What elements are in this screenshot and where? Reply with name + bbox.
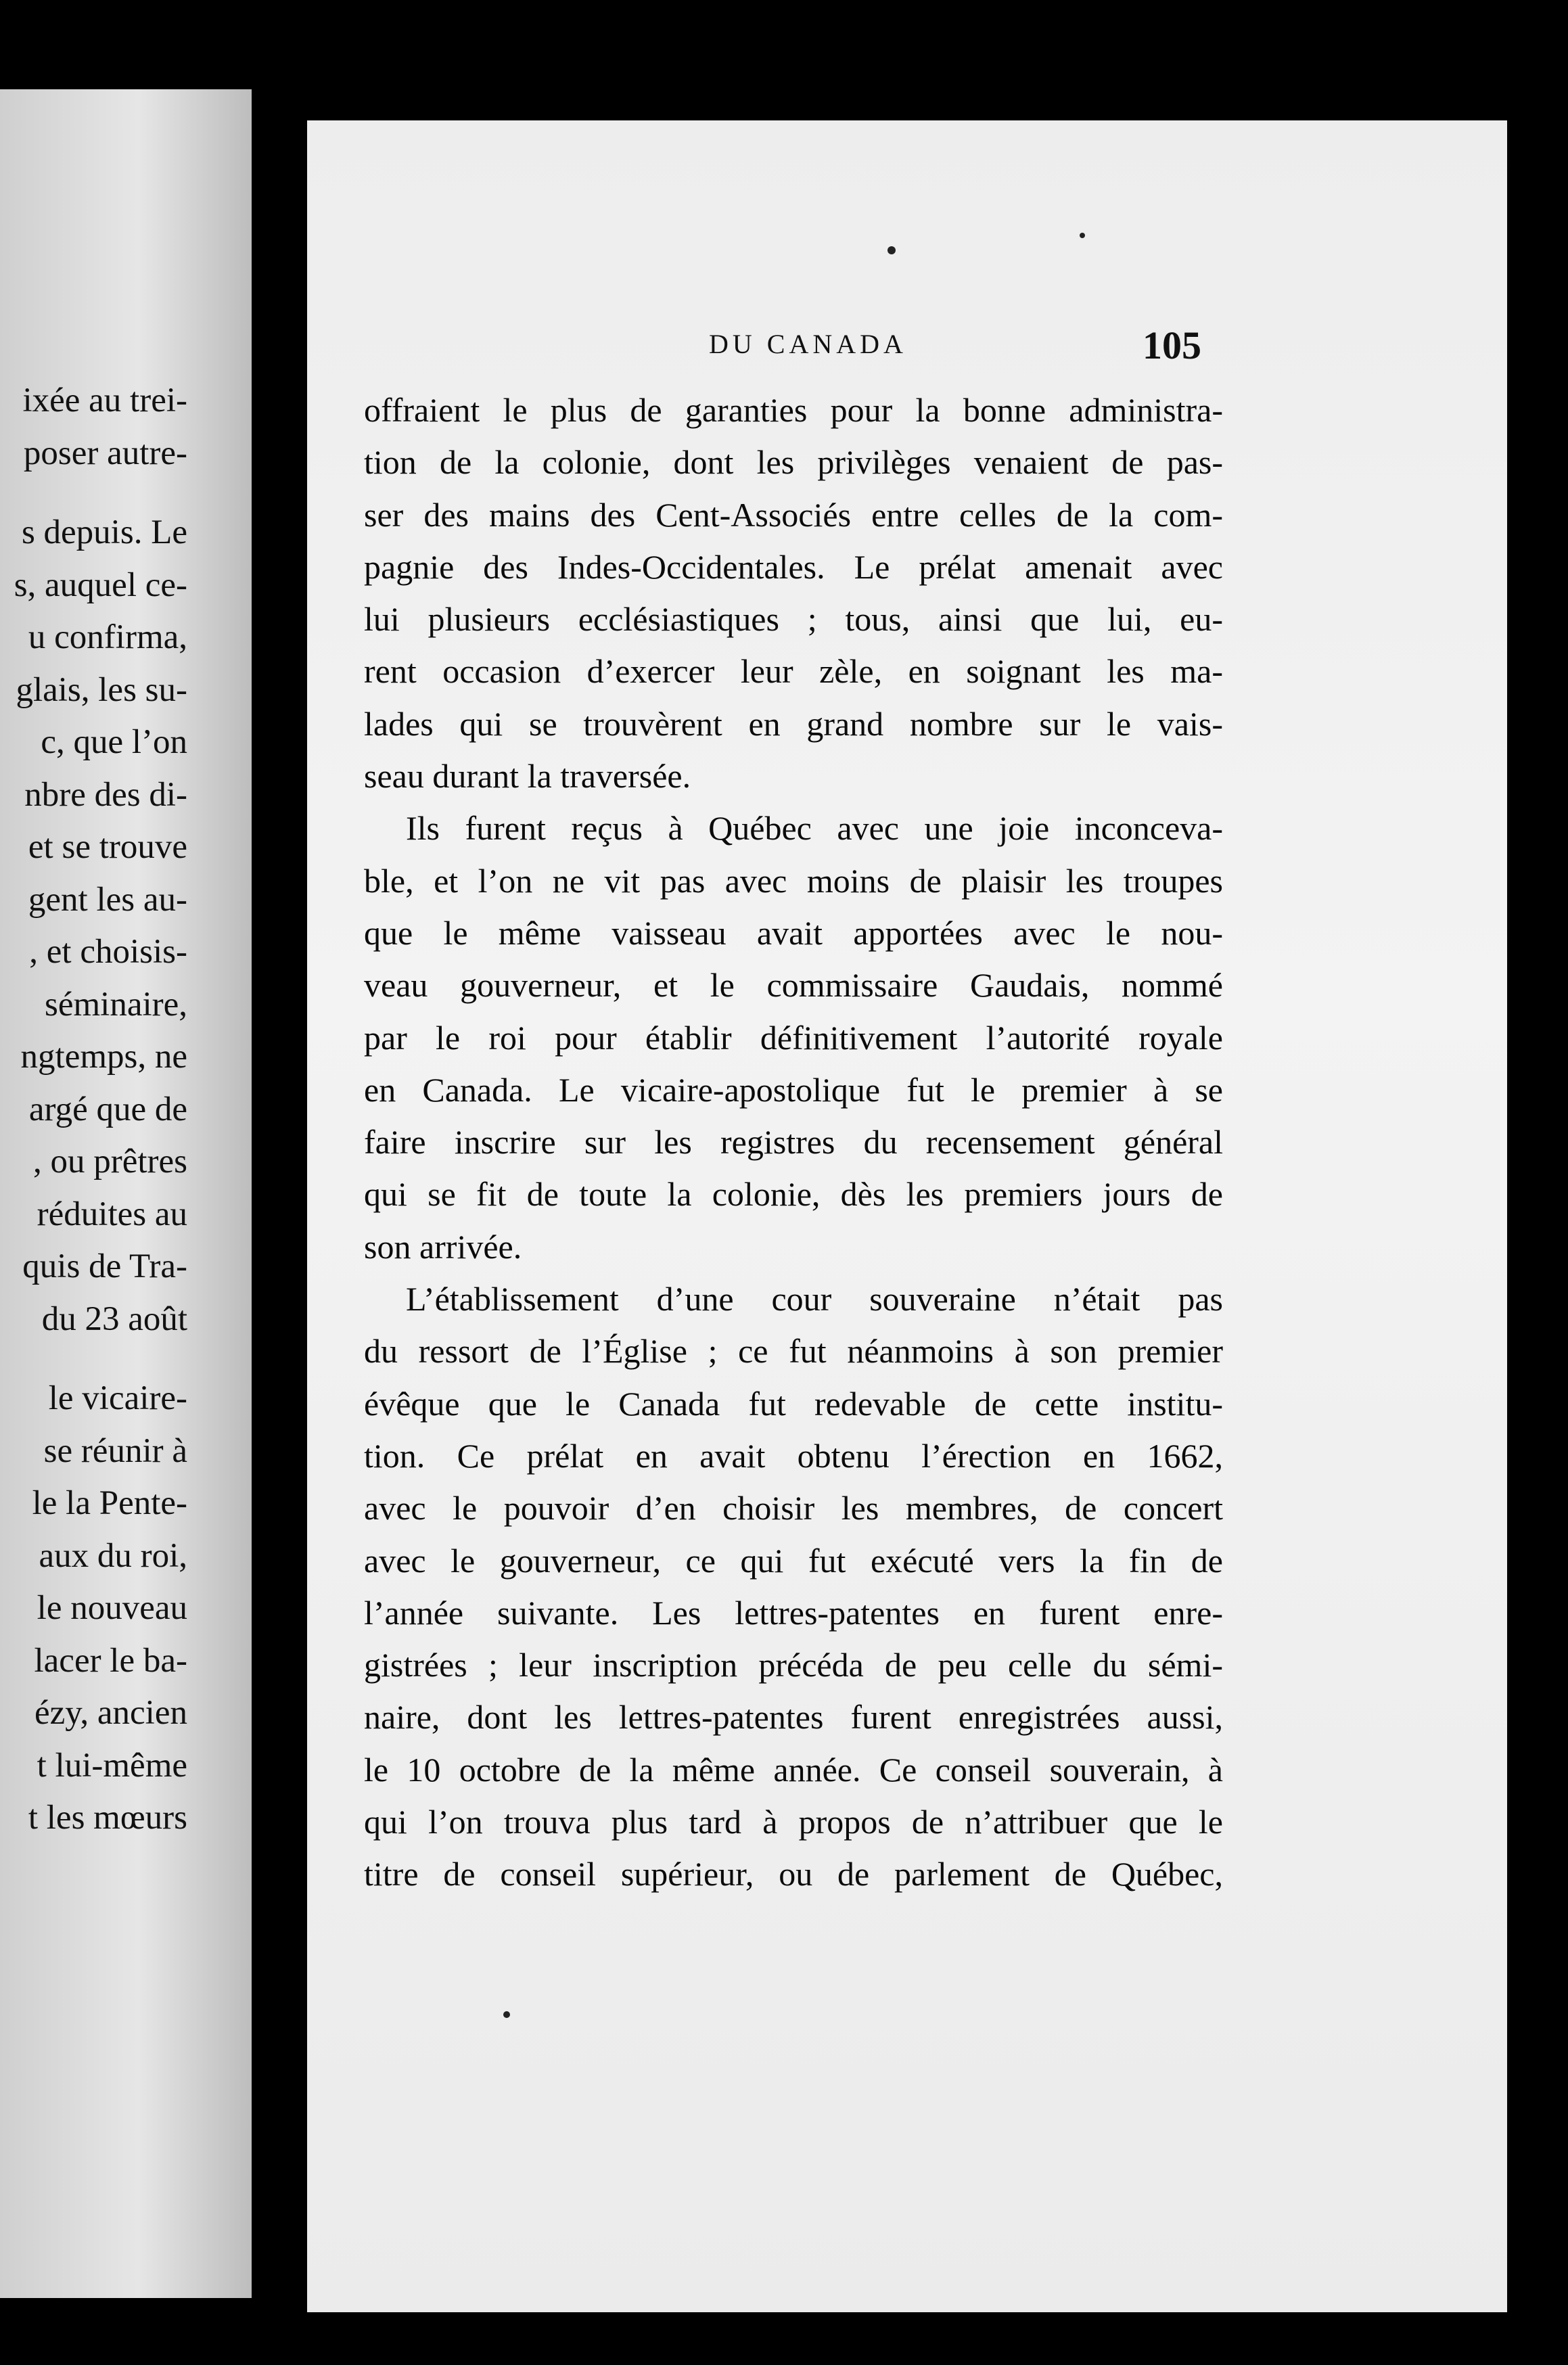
left-text-line: le la Pente- (32, 1484, 187, 1522)
text-line: gistrées ; leur inscription précéda de peu celle du sémi- (364, 1646, 1223, 1684)
left-text-line: du 23 août (41, 1300, 187, 1338)
text-line: qui l’on trouva plus tard à propos de n’attribuer que le (364, 1803, 1223, 1841)
left-text-line: , ou prêtres (32, 1143, 187, 1180)
left-page (0, 89, 252, 2298)
body-text (364, 384, 1223, 1901)
left-text-line: réduites au (37, 1195, 187, 1233)
running-head (307, 323, 1403, 369)
left-text-line: aux du roi, (39, 1536, 187, 1575)
print-speck (887, 246, 896, 254)
left-text-line: t lui-même (37, 1746, 187, 1785)
text-line: avec le pouvoir d’en choisir les membres, de concert (364, 1489, 1223, 1528)
left-text-line: le nouveau (37, 1589, 187, 1627)
left-text-line: ngtemps, ne (20, 1038, 187, 1076)
text-line: qui se fit de toute la colonie, dès les premiers jours de (364, 1175, 1223, 1214)
book-gutter (252, 0, 307, 2365)
text-line: évêque que le Canada fut redevable de cette institu- (364, 1384, 1223, 1423)
text-line: faire inscrire sur les registres du recensement général (364, 1123, 1223, 1162)
left-text-line: se réunir à (43, 1431, 187, 1470)
left-text-line: c, que l’on (41, 723, 187, 761)
page-number: 105 (1143, 323, 1201, 367)
left-text-line: quis de Tra- (22, 1247, 187, 1285)
text-line: du ressort de l’Église ; ce fut néanmoins à son premier (364, 1332, 1223, 1371)
left-text-line: lacer le ba- (34, 1641, 187, 1680)
left-text-line: le vicaire- (48, 1379, 187, 1417)
left-text-line: s depuis. Le (21, 513, 187, 551)
text-line: pagnie des Indes-Occidentales. Le prélat amenait avec (364, 547, 1223, 586)
left-page-text (0, 375, 187, 1845)
text-line: lui plusieurs ecclésiastiques ; tous, ainsi que lui, eu- (364, 600, 1223, 639)
left-text-line: ixée au trei- (22, 382, 187, 419)
paragraph (364, 1273, 1223, 1901)
left-text-line: argé que de (28, 1090, 187, 1128)
text-line: par le roi pour établir définitivement l’autorité royale (364, 1018, 1223, 1057)
running-title: DU CANADA (709, 329, 907, 359)
blank-line (0, 480, 187, 507)
text-line: veau gouverneur, et le commissaire Gaudais, nommé (364, 966, 1223, 1005)
text-line: tion. Ce prélat en avait obtenu l’érection en 1662, (364, 1436, 1223, 1475)
text-line: offraient le plus de garanties pour la bonne administra- (364, 391, 1223, 429)
text-line: naire, dont les lettres-patentes furent enregistrées aussi, (364, 1698, 1223, 1737)
text-line: son arrivée. (364, 1227, 522, 1266)
left-text-line: s, auquel ce- (14, 566, 187, 604)
right-page (307, 120, 1507, 2312)
print-speck (503, 2011, 510, 2018)
text-line: en Canada. Le vicaire-apostolique fut le premier à se (364, 1070, 1223, 1109)
blank-line (0, 1346, 187, 1373)
left-text-line: t les mœurs (28, 1799, 187, 1837)
print-speck (1080, 233, 1085, 238)
text-line: l’année suivante. Les lettres-patentes en furent enre- (364, 1593, 1223, 1632)
paragraph (364, 802, 1223, 1273)
text-line: tion de la colonie, dont les privilèges venaient de pas- (364, 443, 1223, 482)
text-line: avec le gouverneur, ce qui fut exécuté vers la fin de (364, 1541, 1223, 1580)
text-line: L’établissement d’une cour souveraine n’était pas (406, 1280, 1223, 1318)
left-text-line: poser autre- (23, 434, 187, 472)
left-text-line: ézy, ancien (34, 1694, 187, 1732)
text-line: le 10 octobre de la même année. Ce conseil souverain, à (364, 1750, 1223, 1789)
left-text-line: nbre des di- (24, 775, 187, 814)
left-text-line: u confirma, (28, 618, 187, 656)
text-line: lades qui se trouvèrent en grand nombre sur le vais- (364, 704, 1223, 743)
text-line: titre de conseil supérieur, ou de parlement de Québec, (364, 1855, 1223, 1893)
text-line: Ils furent reçus à Québec avec une joie inconceva- (406, 809, 1223, 848)
left-text-line: et se trouve (28, 828, 187, 866)
text-line: ble, et l’on ne vit pas avec moins de plaisir les troupes (364, 861, 1223, 900)
left-text-line: séminaire, (45, 985, 187, 1024)
left-text-line: gent les au- (28, 880, 187, 919)
text-line: ser des mains des Cent-Associés entre celles de la com- (364, 495, 1223, 534)
paragraph (364, 384, 1223, 802)
text-line: que le même vaisseau avait apportées avec le nou- (364, 913, 1223, 952)
left-text-line: , et choisis- (29, 933, 187, 971)
text-line: rent occasion d’exercer leur zèle, en soignant les ma- (364, 652, 1223, 691)
left-text-line: glais, les su- (16, 670, 187, 709)
text-line: seau durant la traversée. (364, 757, 691, 796)
